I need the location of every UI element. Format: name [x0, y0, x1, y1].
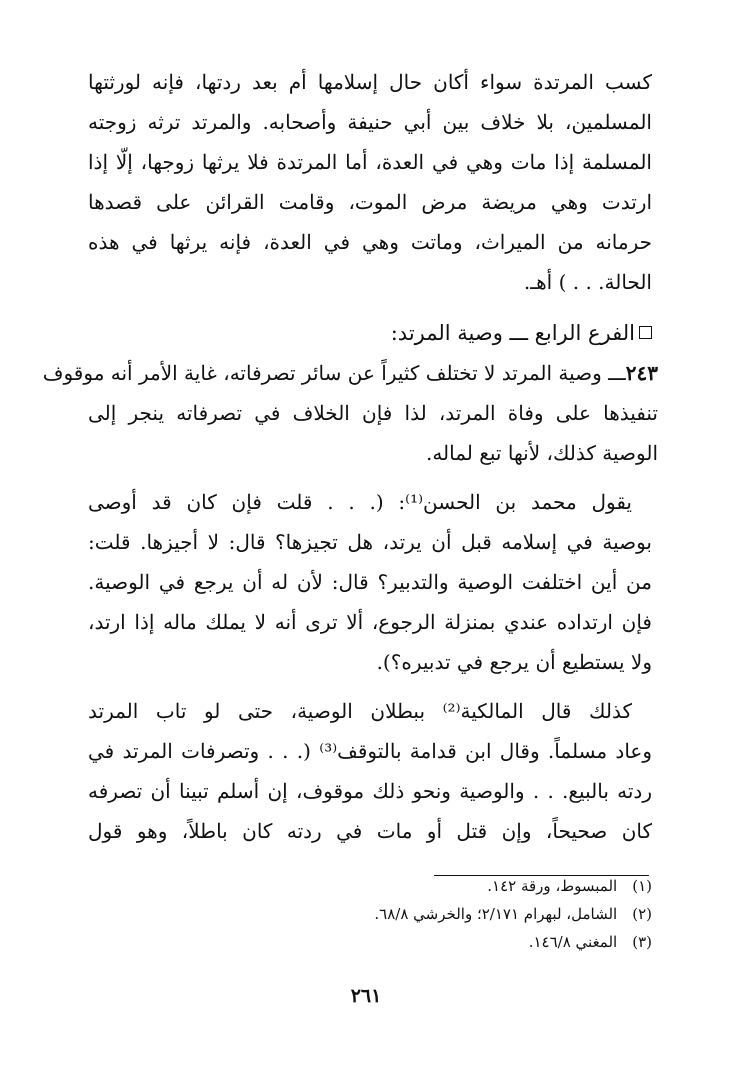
- page-number: ٢٦١: [350, 985, 382, 1007]
- text-line: وعاد مسلماً. وقال ابن قدامة بالتوقف⁽³⁾ (. . . وتصرفات المرتد في: [88, 739, 653, 763]
- square-bullet-icon: [639, 326, 652, 339]
- text-line: [42, 353, 658, 393]
- paragraph-muhammad-quote: [88, 482, 652, 682]
- text-line-content: ـــ وصية المرتد لا تختلف كثيراً عن سائر تصرفاته، غاية الأمر أنه موقوف: [42, 361, 626, 385]
- footnote-number: (٢): [632, 905, 652, 923]
- footnote-number: (١): [632, 877, 652, 895]
- text-line: بوصية في إسلامه قبل أن يرتد، هل تجيزها؟ قال: لا أجيزها. قلت:: [88, 530, 652, 554]
- text-line: من أين اختلفت الوصية والتدبير؟ قال: لأن له أن يرجع في الوصية.: [88, 570, 652, 594]
- paragraph-inheritance: [88, 62, 652, 302]
- text-line: كذلك قال المالكية⁽²⁾ ببطلان الوصية، حتى لو تاب المرتد: [88, 699, 632, 723]
- section-heading-text: الفرع الرابع ـــ وصية المرتد:: [390, 321, 635, 345]
- footnote: [252, 872, 652, 900]
- section-heading: [88, 313, 652, 353]
- paragraph-maliki-view: [88, 691, 652, 851]
- text-line: كان صحيحاً، وإن قتل أو مات في ردته كان باطلاً، وهو قول: [88, 819, 652, 843]
- footnote: [252, 928, 652, 956]
- text-line: المسلمة إذا مات وهي في العدة، أما المرتدة فلا يرثها زوجها، إلّا إذا: [88, 150, 652, 174]
- text-line: يقول محمد بن الحسن⁽¹⁾: (. . . قلت فإن كان قد أوصى: [88, 490, 632, 514]
- text-line: ولا يستطيع أن يرجع في تدبيره؟).: [376, 650, 652, 674]
- text-line: المسلمين، بلا خلاف بين أبي حنيفة وأصحابه. والمرتد ترثه زوجته: [88, 110, 652, 134]
- text-line: فإن ارتداده عندي بمنزلة الرجوع، ألا ترى أنه لا يملك ماله إذا ارتد،: [88, 610, 652, 634]
- footnote-number: (٣): [632, 933, 652, 951]
- text-line: كسب المرتدة سواء أكان حال إسلامها أم بعد ردتها، فإنه لورثتها: [88, 70, 652, 94]
- footnote-text: الشامل، لبهرام ٢/١٧١؛ والخرشي ٦٨/٨.: [374, 905, 618, 923]
- footnote-text: المبسوط، ورقة ١٤٢.: [487, 877, 618, 895]
- text-line: حرمانه من الميراث، وماتت وهي في العدة، فإنه يرثها في هذه: [88, 230, 652, 254]
- text-line: الحالة. . . ) أهـ.: [523, 270, 652, 294]
- paragraph-apostate-will: [42, 353, 658, 473]
- text-line: ردته بالبيع. . . والوصية ونحو ذلك موقوف، إن أسلم تبينا أن تصرفه: [88, 779, 652, 803]
- text-line: ارتدت وهي مريضة مرض الموت، وقامت القرائن على قصدها: [88, 190, 652, 214]
- section-number: ٢٤٣: [625, 361, 658, 385]
- footnote-text: المغني ١٤٦/٨.: [528, 933, 618, 951]
- text-line: الوصية كذلك، لأنها تبع لماله.: [425, 441, 658, 465]
- text-line: تنفيذها على وفاة المرتد، لذا فإن الخلاف في تصرفاته ينجر إلى: [88, 401, 658, 425]
- footnote: [252, 900, 652, 928]
